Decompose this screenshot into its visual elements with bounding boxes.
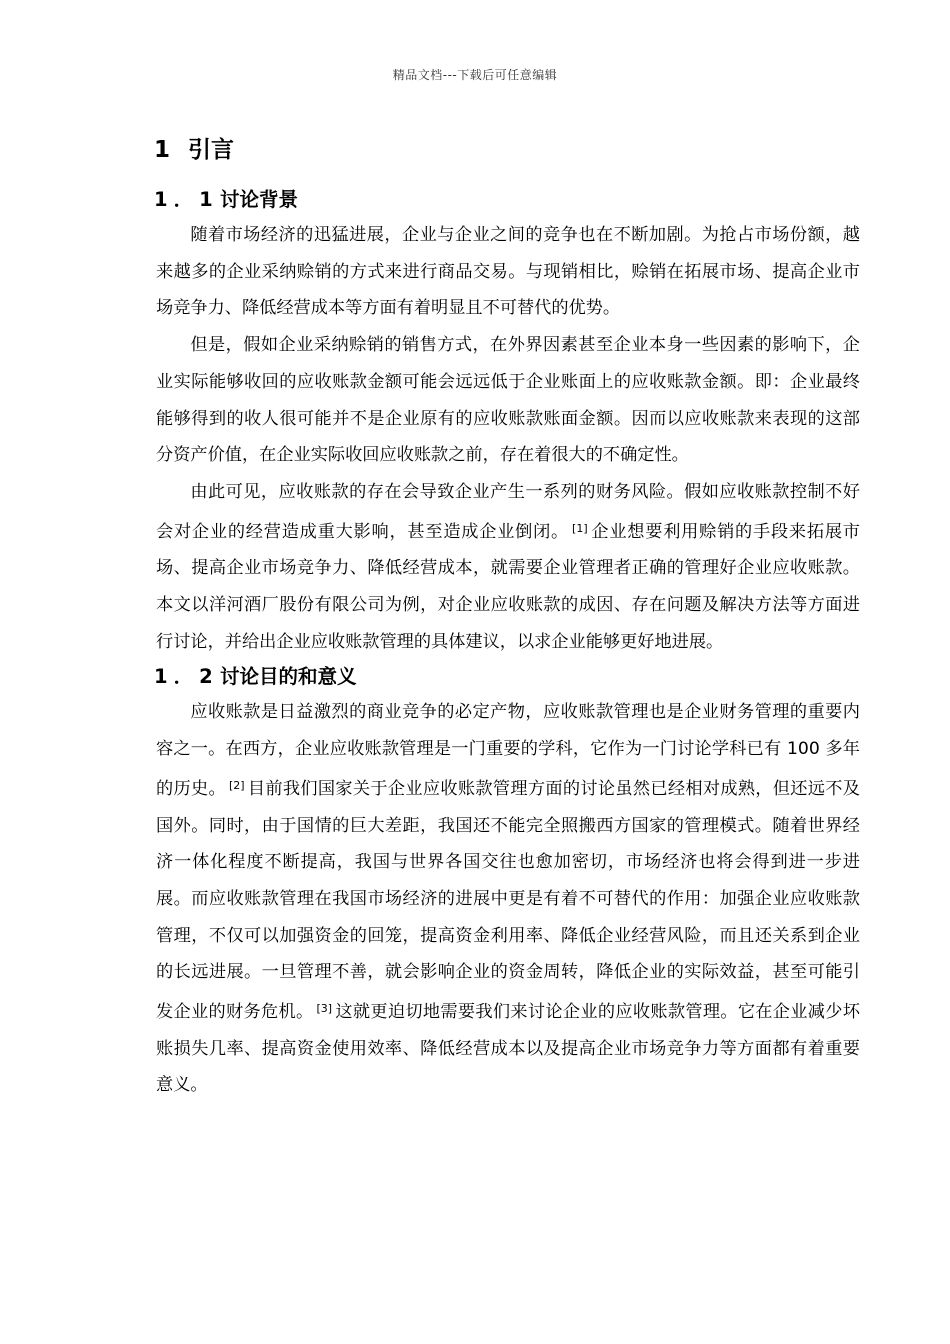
chapter-title: 引言 [188, 137, 234, 163]
paragraph [156, 694, 860, 1104]
section-number: 1．1 [154, 188, 219, 211]
document-body [156, 130, 860, 1104]
chapter-number: 1 [154, 137, 171, 163]
section-title: 讨论背景 [220, 188, 299, 211]
paragraph-text: 应收账款是日益激烈的商业竞争的必定产物，应收账款管理也是企业财务管理的重要内容之一。在西方，企业应收账款管理是一门重要的学科，它作为一门讨论学科已有 100 多年的历史。 [156, 702, 860, 799]
section-number: 1．2 [154, 665, 219, 689]
paragraph: 但是，假如企业采纳赊销的销售方式，在外界因素甚至企业本身一些因素的影响下，企业实际能够收回的应收账款金额可能会远远低于企业账面上的应收账款金额。即：企业最终能够得到的收人很可能并不是企业原有的应收账款账面金额。因而以应收账款来表现的这部分资产价值，在企业实际收回应收账款之前，存在着很大的不确定性。 [156, 335, 860, 466]
citation-ref: [2] [229, 778, 245, 792]
section-heading [154, 660, 860, 694]
paragraph-text: 这就更迫切地需要我们来讨论企业的应收账款管理。它在企业减少坏账损失几率、提高资金使用效率、降低经营成本以及提高企业市场竞争力等方面都有着重要意义。 [156, 1002, 860, 1096]
paragraph: 随着市场经济的迅猛进展，企业与企业之间的竞争也在不断加剧。为抢占市场份额，越来越多的企业采纳赊销的方式来进行商品交易。与现销相比，赊销在拓展市场、提高企业市场竞争力、降低经营成本等方面有着明显且不可替代的优势。 [156, 225, 860, 319]
section-title: 讨论目的和意义 [220, 665, 357, 689]
paragraph [156, 474, 860, 661]
paragraph-text: 由此可见，应收账款的存在会导致企业产生一系列的财务风险。假如应收账款控制不好会对企业的经营造成重大影响，甚至造成企业倒闭。 [156, 481, 860, 542]
section-heading [154, 183, 860, 217]
paragraph-text: 企业想要利用赊销的手段来拓展市场、提高企业市场竞争力、降低经营成本，就需要企业管理者正确的管理好企业应收账款。本文以洋河酒厂股份有限公司为例，对企业应收账款的成因、存在问题及解决方法等方面进行讨论，并给出企业应收账款管理的具体建议，以求企业能够更好地进展。 [156, 521, 860, 652]
citation-ref: [3] [316, 1002, 333, 1016]
citation-ref: [1] [572, 521, 588, 535]
page-header: 精品文档---下载后可任意编辑 [392, 68, 558, 82]
paragraph-text: 目前我们国家关于企业应收账款管理方面的讨论虽然已经相对成熟，但还远不及国外。同时，由于国情的巨大差距，我国还不能完全照搬西方国家的管理模式。随着世界经济一体化程度不断提高，我国与世界各国交往也愈加密切，市场经济也将会得到进一步进展。而应收账款管理在我国市场经济的进展中更是有着不可替代的作用：加强企业应收账款管理，不仅可以加强资金的回笼，提高资金利用率、降低企业经营风险，而且还关系到企业的长远进展。一旦管理不善，就会影响企业的资金周转，降低企业的实际效益，甚至可能引发企业的财务危机。 [156, 778, 860, 1023]
chapter-heading [154, 130, 860, 170]
